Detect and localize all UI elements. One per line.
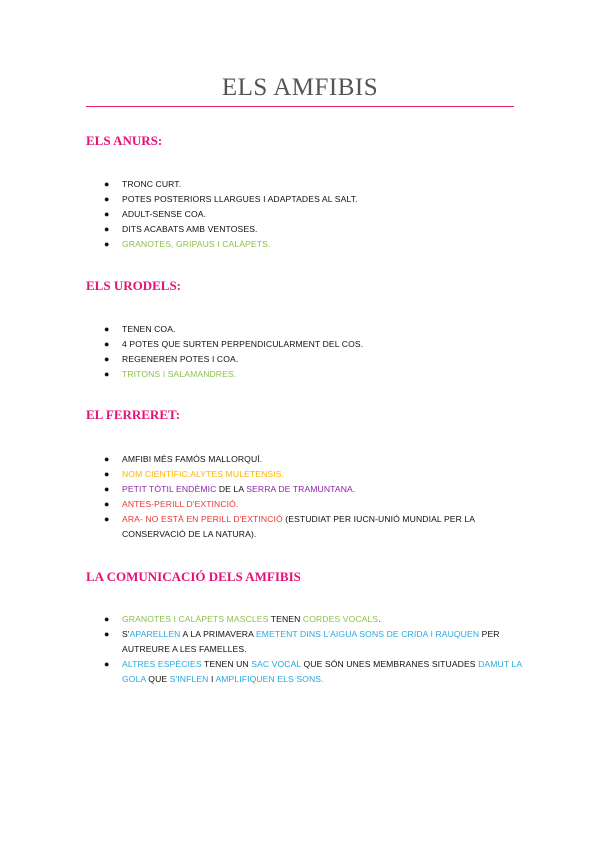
comunicacio-list: [104, 612, 524, 687]
bullet-icon: ●: [104, 629, 110, 639]
list-item: ● GRANOTES I CALÀPETS MASCLES TENEN CORDES VOCALS.: [104, 612, 524, 627]
list-item: ● 4 POTES QUE SURTEN PERPENDICULARMENT DEL COS.: [104, 337, 524, 352]
list-item: ● PETIT TÒTIL ENDÈMIC DE LA SERRA DE TRAMUNTANA.: [104, 482, 524, 497]
bullet-icon: ●: [104, 469, 110, 479]
bullet-icon: ●: [104, 179, 110, 189]
list-item: ● TRONC CURT.: [104, 177, 524, 192]
bullet-icon: ●: [104, 194, 110, 204]
title-underline: [86, 106, 514, 107]
bullet-icon: ●: [104, 514, 110, 524]
list-item: ● TENEN COA.: [104, 322, 524, 337]
bullet-icon: ●: [104, 224, 110, 234]
bullet-icon: ●: [104, 369, 110, 379]
list-item: ● DITS ACABATS AMB VENTOSES.: [104, 222, 524, 237]
bullet-icon: ●: [104, 484, 110, 494]
list-item: ● GRANOTES, GRIPAUS I CALÀPETS.: [104, 237, 524, 252]
document-title: ELS AMFIBIS: [221, 74, 379, 101]
section-heading-anurs: ELS ANURS:: [86, 133, 163, 148]
bullet-icon: ●: [104, 324, 110, 334]
list-item: ● ANTES-PERILL D'EXTINCIÓ.: [104, 497, 524, 512]
list-item: ● ADULT-SENSE COA.: [104, 207, 524, 222]
list-item: ● S'APARELLEN A LA PRIMAVERA EMETENT DINS L'AIGUA SONS DE CRIDA I RAUQUEN PER AUTREURE A LES FAMELLES.: [104, 629, 500, 654]
list-item: ● ALTRES ESPÈCIES TENEN UN SAC VOCAL QUE SÓN UNES MEMBRANES SITUADES DAMUT LA GOLA QUE S'INFLEN I AMPLIFIQUEN ELS SONS.: [104, 659, 522, 684]
bullet-icon: ●: [104, 209, 110, 219]
section-heading-comunicacio: LA COMUNICACIÓ DELS AMFIBIS: [86, 569, 301, 584]
bullet-icon: ●: [104, 339, 110, 349]
section-heading-urodels: ELS URODELS:: [86, 278, 181, 293]
bullet-icon: ●: [104, 499, 110, 509]
bullet-icon: ●: [104, 659, 110, 669]
bullet-icon: ●: [104, 614, 110, 624]
list-item: ● POTES POSTERIORS LLARGUES I ADAPTADES AL SALT.: [104, 192, 524, 207]
urodels-list: [104, 322, 524, 382]
anurs-list: [104, 177, 524, 252]
list-item: ● TRITONS I SALAMANDRES.: [104, 367, 524, 382]
bullet-icon: ●: [104, 239, 110, 249]
list-item: ● AMFIBI MÉS FAMÓS MALLORQUÍ.: [104, 452, 524, 467]
list-item: ● REGENEREN POTES I COA.: [104, 352, 524, 367]
bullet-icon: ●: [104, 454, 110, 464]
list-item: ● NOM CIENTÍFIC:ALYTES MULETENSIS.: [104, 467, 524, 482]
section-heading-ferreret: EL FERRERET:: [86, 407, 181, 422]
ferreret-list: [104, 452, 524, 542]
list-item: ● ARA- NO ESTÀ EN PERILL D'EXTINCIÓ (ESTUDIAT PER IUCN-UNIÓ MUNDIAL PER LA CONSERVACIÓ DE LA NATURA).: [104, 514, 475, 539]
bullet-icon: ●: [104, 354, 110, 364]
